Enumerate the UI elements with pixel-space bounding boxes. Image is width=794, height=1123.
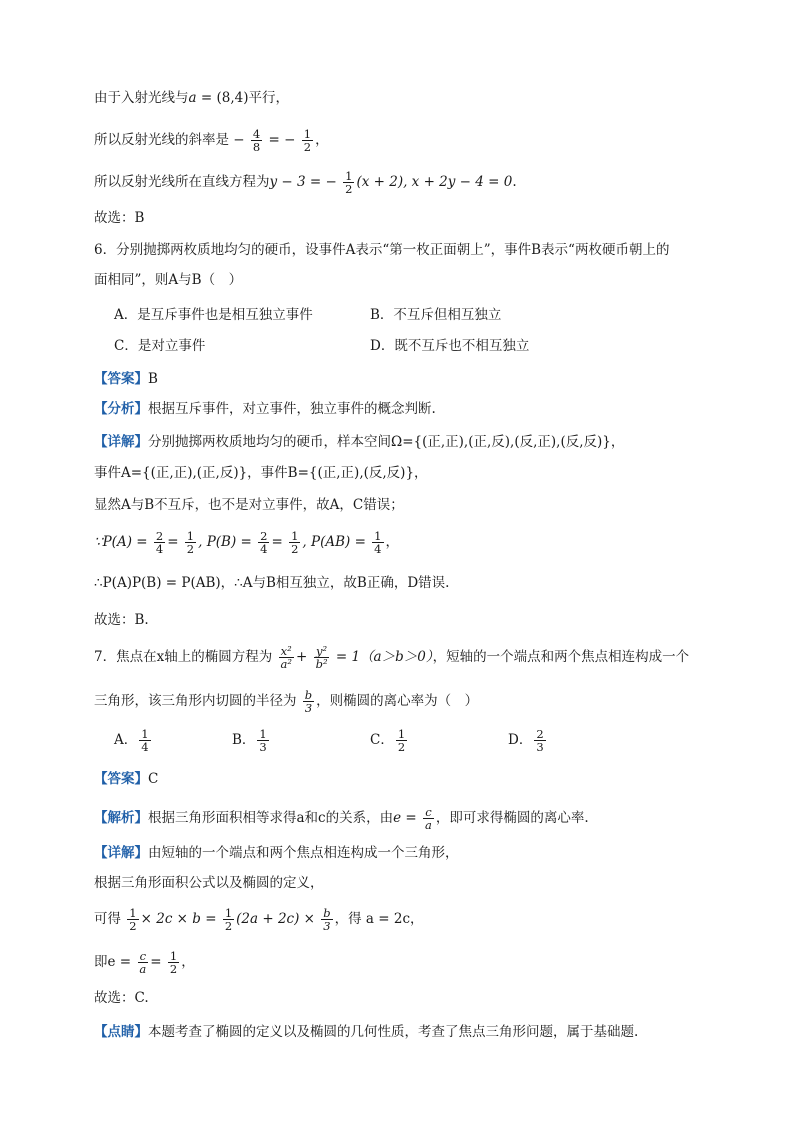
- detail-tag: 【详解】: [94, 845, 148, 861]
- analysis-text: 根据互斥事件，对立事件，独立事件的概念判断.: [148, 401, 436, 417]
- equation: (x + 2), x + 2y − 4 = 0: [356, 174, 513, 191]
- text: ，则椭圆的离心率为（ ）: [316, 693, 479, 710]
- dianjing-text: 本题考查了椭圆的定义以及椭圆的几何性质，考查了焦点三角形问题，属于基础题.: [148, 1024, 639, 1040]
- prob-ab: , P(AB) =: [302, 534, 371, 551]
- dianjing-tag: 【点睛】: [94, 1024, 148, 1040]
- answer-value: B: [148, 371, 158, 387]
- text: 由于入射光线与: [94, 90, 189, 106]
- q6-analysis: [94, 399, 436, 419]
- eccentricity: e =: [393, 810, 421, 827]
- q6-answer: [94, 369, 158, 389]
- q6-detail-2: 事件A={(正,正),(正,反)}，事件B={(正,正),(反,反)}，: [94, 465, 428, 481]
- ellipse-x-term: $\frac{\text{x²}}{\text{a²}}$: [280, 644, 292, 672]
- detail-text: 由短轴的一个端点和两个焦点相连构成一个三角形，: [148, 845, 459, 861]
- q5-line-3: 所以反射光线所在直线方程为y − 3 = − $\frac{1}{2}$ (x + 2), x + 2y − 4 = 0.: [94, 169, 517, 197]
- fraction: $\frac{4}{8}$: [252, 127, 261, 155]
- q6-stem-2: 面相同”，则A与B（ ）: [94, 272, 243, 288]
- q5-line-2: 所以反射光线的斜率是 − $\frac{4}{8}$ = − $\frac{1}{2}$ ，: [94, 127, 329, 155]
- q7-option-d: D． $\frac{2}{3}$: [508, 727, 544, 755]
- q6-detail-1: [94, 432, 624, 452]
- q6-option-d: D．既不互斥也不相互独立: [370, 338, 530, 354]
- q7-detail-1: [94, 843, 459, 863]
- q7-option-c: C． $\frac{1}{2}$: [370, 727, 406, 755]
- q6-answer-line: 故选：B.: [94, 612, 149, 628]
- text: 平行，: [248, 90, 289, 106]
- text: 根据三角形面积相等求得a和c的关系，由: [148, 810, 394, 827]
- q6-detail-5: ∴P(A)P(B) = P(AB)，∴A与B相互独立，故B正确，D错误.: [94, 575, 450, 591]
- q7-option-b: B． $\frac{1}{3}$: [232, 727, 267, 755]
- text: 7．焦点在x轴上的椭圆方程为: [94, 649, 273, 666]
- answer-tag: 【答案】: [94, 771, 148, 787]
- q6-option-a: A．是互斥事件也是相互独立事件: [114, 307, 313, 323]
- detail-text: 分别抛掷两枚质地均匀的硬币，样本空间Ω={(正,正),(正,反),(反,正),(反,反)}，: [148, 434, 625, 450]
- q7-answer-line: 故选：C.: [94, 990, 149, 1006]
- text: ，短轴的一个端点和两个焦点相连构成一个: [432, 649, 690, 666]
- q7-detail-4: 即e = $\frac{c}{a}$ = $\frac{1}{2}$ ，: [94, 949, 195, 977]
- equation: y − 3 = −: [269, 174, 337, 191]
- text: ，即可求得椭圆的离心率.: [435, 810, 589, 827]
- q6-detail-3: 显然A与B不互斥，也不是对立事件，故A，C错误；: [94, 497, 404, 513]
- q7-detail-2: 根据三角形面积公式以及椭圆的定义，: [94, 875, 324, 891]
- text: 所以反射光线所在直线方程为: [94, 174, 270, 191]
- fraction: $\frac{1}{2}$: [345, 169, 353, 197]
- ellipse-y-term: $\frac{\text{y²}}{\text{b²}}$: [315, 644, 328, 672]
- prob-a: ∵P(A) =: [94, 534, 152, 551]
- q7-detail-3: 可得 $\frac{1}{2}$ × 2c × b = $\frac{1}{2}$ (2a + 2c) × $\frac{b}{3}$ ，得 a = 2c，: [94, 906, 424, 934]
- q7-stem-2: [94, 689, 478, 714]
- q7-dianjing: [94, 1022, 638, 1042]
- ellipse-condition: = 1（a＞b＞0）: [331, 649, 433, 666]
- q5-answer: 故选：B: [94, 210, 145, 226]
- text: 所以反射光线的斜率是: [94, 132, 229, 149]
- vector-value: = (8,4): [196, 90, 249, 106]
- q7-answer: [94, 769, 158, 789]
- q6-option-b: B．不互斥但相互独立: [370, 307, 502, 323]
- analysis-tag: 【分析】: [94, 401, 148, 417]
- q7-jiexi: 【解析】根据三角形面积相等求得a和c的关系，由e = $\frac{c}{a}$ ，即可求得椭圆的离心率.: [94, 805, 589, 833]
- detail-tag: 【详解】: [94, 434, 148, 450]
- q7-stem-1: 7．焦点在x轴上的椭圆方程为 $\frac{\text{x²}}{\text{a²}}$ + $\frac{\text{y²}}{\text{b²}}$ = 1（a＞b＞0），短轴的一个端点和两个焦点相连构成一个: [94, 644, 690, 672]
- q6-option-c: C．是对立事件: [114, 338, 206, 354]
- jiexi-tag: 【解析】: [94, 810, 148, 827]
- q6-stem-1: 6．分别抛掷两枚质地均匀的硬币，设事件A表示“第一枚正面朝上”，事件B表示“两枚硬币朝上的: [94, 242, 670, 258]
- vector-a: a: [188, 90, 197, 106]
- radius-fraction: $\frac{b}{3}$: [304, 688, 313, 716]
- q5-line-1: [94, 88, 289, 108]
- answer-value: C: [148, 771, 159, 787]
- text: 三角形，该三角形内切圆的半径为: [94, 693, 297, 710]
- prob-b: , P(B) =: [198, 534, 257, 551]
- answer-tag: 【答案】: [94, 371, 148, 387]
- q7-option-a: A． $\frac{1}{4}$: [114, 727, 149, 755]
- fraction: $\frac{1}{2}$: [303, 127, 312, 155]
- q6-detail-4: ∵P(A) = $\frac{2}{4}$ = $\frac{1}{2}$ , P(B) = $\frac{2}{4}$ = $\frac{1}{2}$ , P(AB) = $\frac{1}{4}$ ，: [94, 529, 399, 557]
